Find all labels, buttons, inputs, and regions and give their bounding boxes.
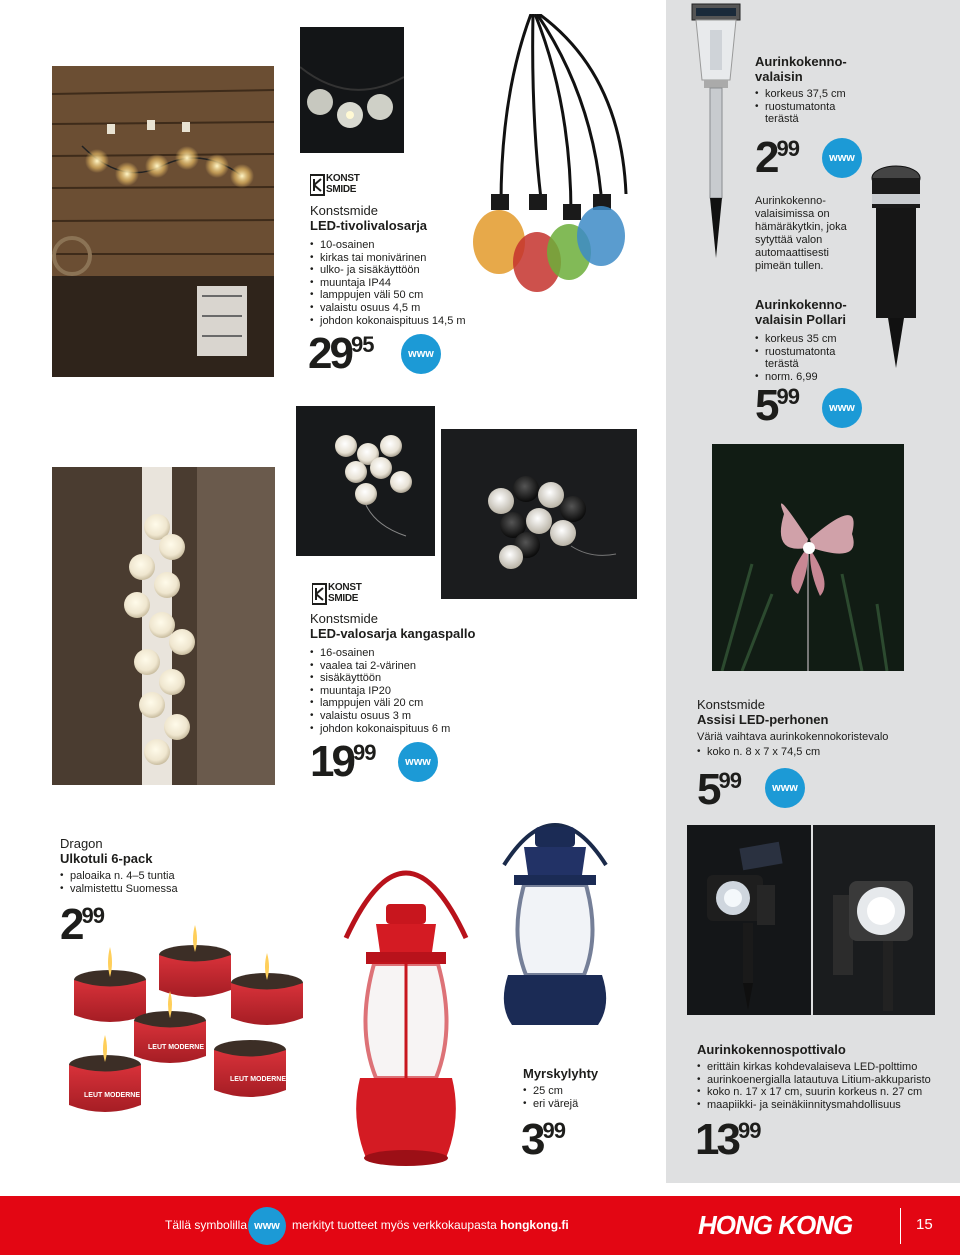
bollard-price-cent: 99 <box>776 384 799 409</box>
outdoor-candle-brand: Dragon <box>60 836 103 851</box>
solar-light-title-1: Aurinkokenno- <box>755 54 847 69</box>
tivoli-feature: • johdon kokonaispituus 14,5 m <box>310 315 500 328</box>
tivoli-feature: • kirkas tai monivärinen <box>310 252 500 265</box>
candle-label: LEUT MODERNE <box>230 1076 286 1083</box>
candle-label: LEUT MODERNE <box>84 1092 140 1099</box>
hong-kong-logo: HONG KONG <box>698 1210 853 1240</box>
butterfly-brand: Konstsmide <box>697 697 765 712</box>
bollard-light-photo <box>866 160 926 370</box>
solar-spotlight-price-euro: 13 <box>695 1115 738 1164</box>
solar-light-description: Aurinkokenno-valaisimissa on hämäräkytkin, joka sytyttää valon automaattisesti pimeän tullen. <box>755 195 847 272</box>
cotton-ball-features <box>310 647 520 735</box>
solar-spotlight-feature: • maapiikki- ja seinäkiinnitysmahdollisuus <box>697 1099 952 1112</box>
tivoli-features <box>310 239 500 327</box>
footer-divider <box>900 1208 901 1244</box>
solar-spotlight-feature: • koko n. 17 x 17 cm, suurin korkeus n. 27 cm <box>697 1086 952 1099</box>
tivoli-www-badge[interactable]: www <box>401 334 441 374</box>
candle-label: LEUT MODERNE <box>148 1044 204 1051</box>
solar-light-info <box>755 54 955 126</box>
storm-lantern-info <box>523 1066 643 1110</box>
solar-light-price-euro: 2 <box>755 133 777 182</box>
solar-light-feature: • korkeus 37,5 cm <box>755 88 855 101</box>
cotton-ball-brand: Konstsmide <box>310 611 378 626</box>
cotton-ball-feature: • 16-osainen <box>310 647 520 660</box>
solar-spotlight-title: Aurinkokennospottivalo <box>697 1042 846 1057</box>
solar-spotlight-photo-2 <box>813 825 935 1015</box>
butterfly-price-euro: 5 <box>697 765 719 814</box>
butterfly-light-photo <box>712 444 904 671</box>
storm-lantern-red-photo <box>336 828 476 1180</box>
footer-www-badge: www <box>248 1207 286 1245</box>
solar-light-price <box>755 133 799 182</box>
footer-text-after-label: merkityt tuotteet myös verkkokaupasta <box>292 1218 497 1232</box>
bollard-price <box>755 381 799 430</box>
outdoor-candle-features <box>60 870 260 895</box>
tivoli-feature: • ulko- ja sisäkäyttöön <box>310 264 500 277</box>
logo-line2: SMIDE <box>326 184 357 195</box>
outdoor-candles-photo <box>60 925 320 1185</box>
butterfly-price-cent: 99 <box>718 768 741 793</box>
tivoli-price-cent: 95 <box>350 332 374 357</box>
cotton-ball-feature: • muuntaja IP20 <box>310 685 520 698</box>
cotton-ball-price-cent: 99 <box>352 740 376 765</box>
cotton-ball-photo-white <box>296 406 435 556</box>
tivoli-feature: • valaistu osuus 4,5 m <box>310 302 500 315</box>
outdoor-candle-info <box>60 836 260 895</box>
butterfly-info <box>697 697 937 759</box>
solar-light-feature: • ruostumatonta terästä <box>755 101 855 126</box>
bollard-price-euro: 5 <box>755 381 777 430</box>
storm-lantern-price-euro: 3 <box>521 1115 543 1164</box>
bollard-www-badge[interactable]: www <box>822 388 862 428</box>
footer-text-after <box>292 1218 569 1232</box>
bollard-feature: • ruostumatonta terästä <box>755 346 855 371</box>
cotton-ball-feature: • sisäkäyttöön <box>310 672 520 685</box>
solar-spotlight-info <box>697 1042 952 1111</box>
butterfly-subtitle: Väriä vaihtava aurinkokennokoristevalo <box>697 731 889 743</box>
tivoli-feature: • lamppujen väli 50 cm <box>310 289 500 302</box>
logo-text <box>328 582 362 604</box>
tivoli-photo-closeup <box>300 27 404 153</box>
solar-light-price-cent: 99 <box>776 136 799 161</box>
logo-line1: KONST <box>328 582 362 593</box>
butterfly-title: Assisi LED-perhonen <box>697 712 829 727</box>
cotton-ball-title: LED-valosarja kangaspallo <box>310 626 476 641</box>
outdoor-candle-title: Ulkotuli 6-pack <box>60 851 153 866</box>
bollard-features <box>755 333 855 383</box>
solar-stake-light-photo <box>686 0 746 260</box>
storm-lantern-price-cent: 99 <box>542 1118 565 1143</box>
tivoli-price <box>308 329 374 378</box>
tivoli-price-euro: 29 <box>308 329 351 378</box>
tivoli-info <box>310 203 500 327</box>
storm-lantern-features <box>523 1085 643 1110</box>
solar-spotlight-photo-1 <box>687 825 811 1015</box>
outdoor-candle-feature: • paloaika n. 4–5 tuntia <box>60 870 260 883</box>
cotton-ball-info <box>310 611 520 735</box>
cotton-ball-price-euro: 19 <box>310 737 353 786</box>
outdoor-candle-feature: • valmistettu Suomessa <box>60 883 260 896</box>
bollard-feature: • norm. 6,99 <box>755 371 855 384</box>
logo-line2: SMIDE <box>328 593 359 604</box>
butterfly-price <box>697 765 741 814</box>
outdoor-candle-price-cent: 99 <box>81 903 104 928</box>
solar-light-www-badge[interactable]: www <box>822 138 862 178</box>
cotton-ball-price <box>310 737 376 786</box>
solar-spotlight-feature: • erittäin kirkas kohdevalaiseva LED-polttimo <box>697 1061 952 1074</box>
storm-lantern-price <box>521 1115 565 1164</box>
konstsmide-logo <box>310 173 362 197</box>
footer-text-before: Tällä symbolilla <box>165 1218 248 1232</box>
cotton-ball-feature: • johdon kokonaispituus 6 m <box>310 723 520 736</box>
logo-text <box>326 173 360 195</box>
solar-spotlight-features <box>697 1061 952 1111</box>
solar-spotlight-price <box>695 1115 761 1164</box>
solar-spotlight-price-cent: 99 <box>737 1118 761 1143</box>
butterfly-feature: • koko n. 8 x 7 x 74,5 cm <box>697 746 937 759</box>
solar-spotlight-feature: • aurinkoenergialla latautuva Litium-akkuparisto <box>697 1074 952 1087</box>
cotton-ball-feature: • lamppujen väli 20 cm <box>310 697 520 710</box>
cotton-ball-photo-black <box>441 429 637 599</box>
storm-lantern-blue-photo <box>490 795 620 1030</box>
bollard-feature: • korkeus 35 cm <box>755 333 855 346</box>
storm-lantern-feature: • eri värejä <box>523 1098 643 1111</box>
logo-line1: KONST <box>326 173 360 184</box>
cotton-ball-www-badge[interactable]: www <box>398 742 438 782</box>
bollard-info <box>755 297 875 383</box>
cotton-ball-photo-room <box>52 467 275 785</box>
bollard-title-1: Aurinkokenno- <box>755 297 847 312</box>
outdoor-candle-price-euro: 2 <box>60 900 82 949</box>
tivoli-brand: Konstsmide <box>310 203 378 218</box>
solar-light-title-2: valaisin <box>755 69 803 84</box>
butterfly-features <box>697 746 937 759</box>
tivoli-feature: • muuntaja IP44 <box>310 277 500 290</box>
bollard-title-2: valaisin Pollari <box>755 312 847 327</box>
konstsmide-logo <box>312 582 364 606</box>
footer-site-link[interactable]: hongkong.fi <box>500 1218 569 1232</box>
cotton-ball-feature: • valaistu osuus 3 m <box>310 710 520 723</box>
tivoli-title: LED-tivolivalosarja <box>310 218 428 233</box>
tivoli-photo-wall <box>52 66 274 377</box>
butterfly-www-badge[interactable]: www <box>765 768 805 808</box>
storm-lantern-title: Myrskylyhty <box>523 1066 599 1081</box>
page-number: 15 <box>916 1216 933 1233</box>
solar-light-features <box>755 88 855 126</box>
footer-bar <box>0 1196 960 1255</box>
storm-lantern-feature: • 25 cm <box>523 1085 643 1098</box>
cotton-ball-feature: • vaalea tai 2-värinen <box>310 660 520 673</box>
tivoli-feature: • 10-osainen <box>310 239 500 252</box>
